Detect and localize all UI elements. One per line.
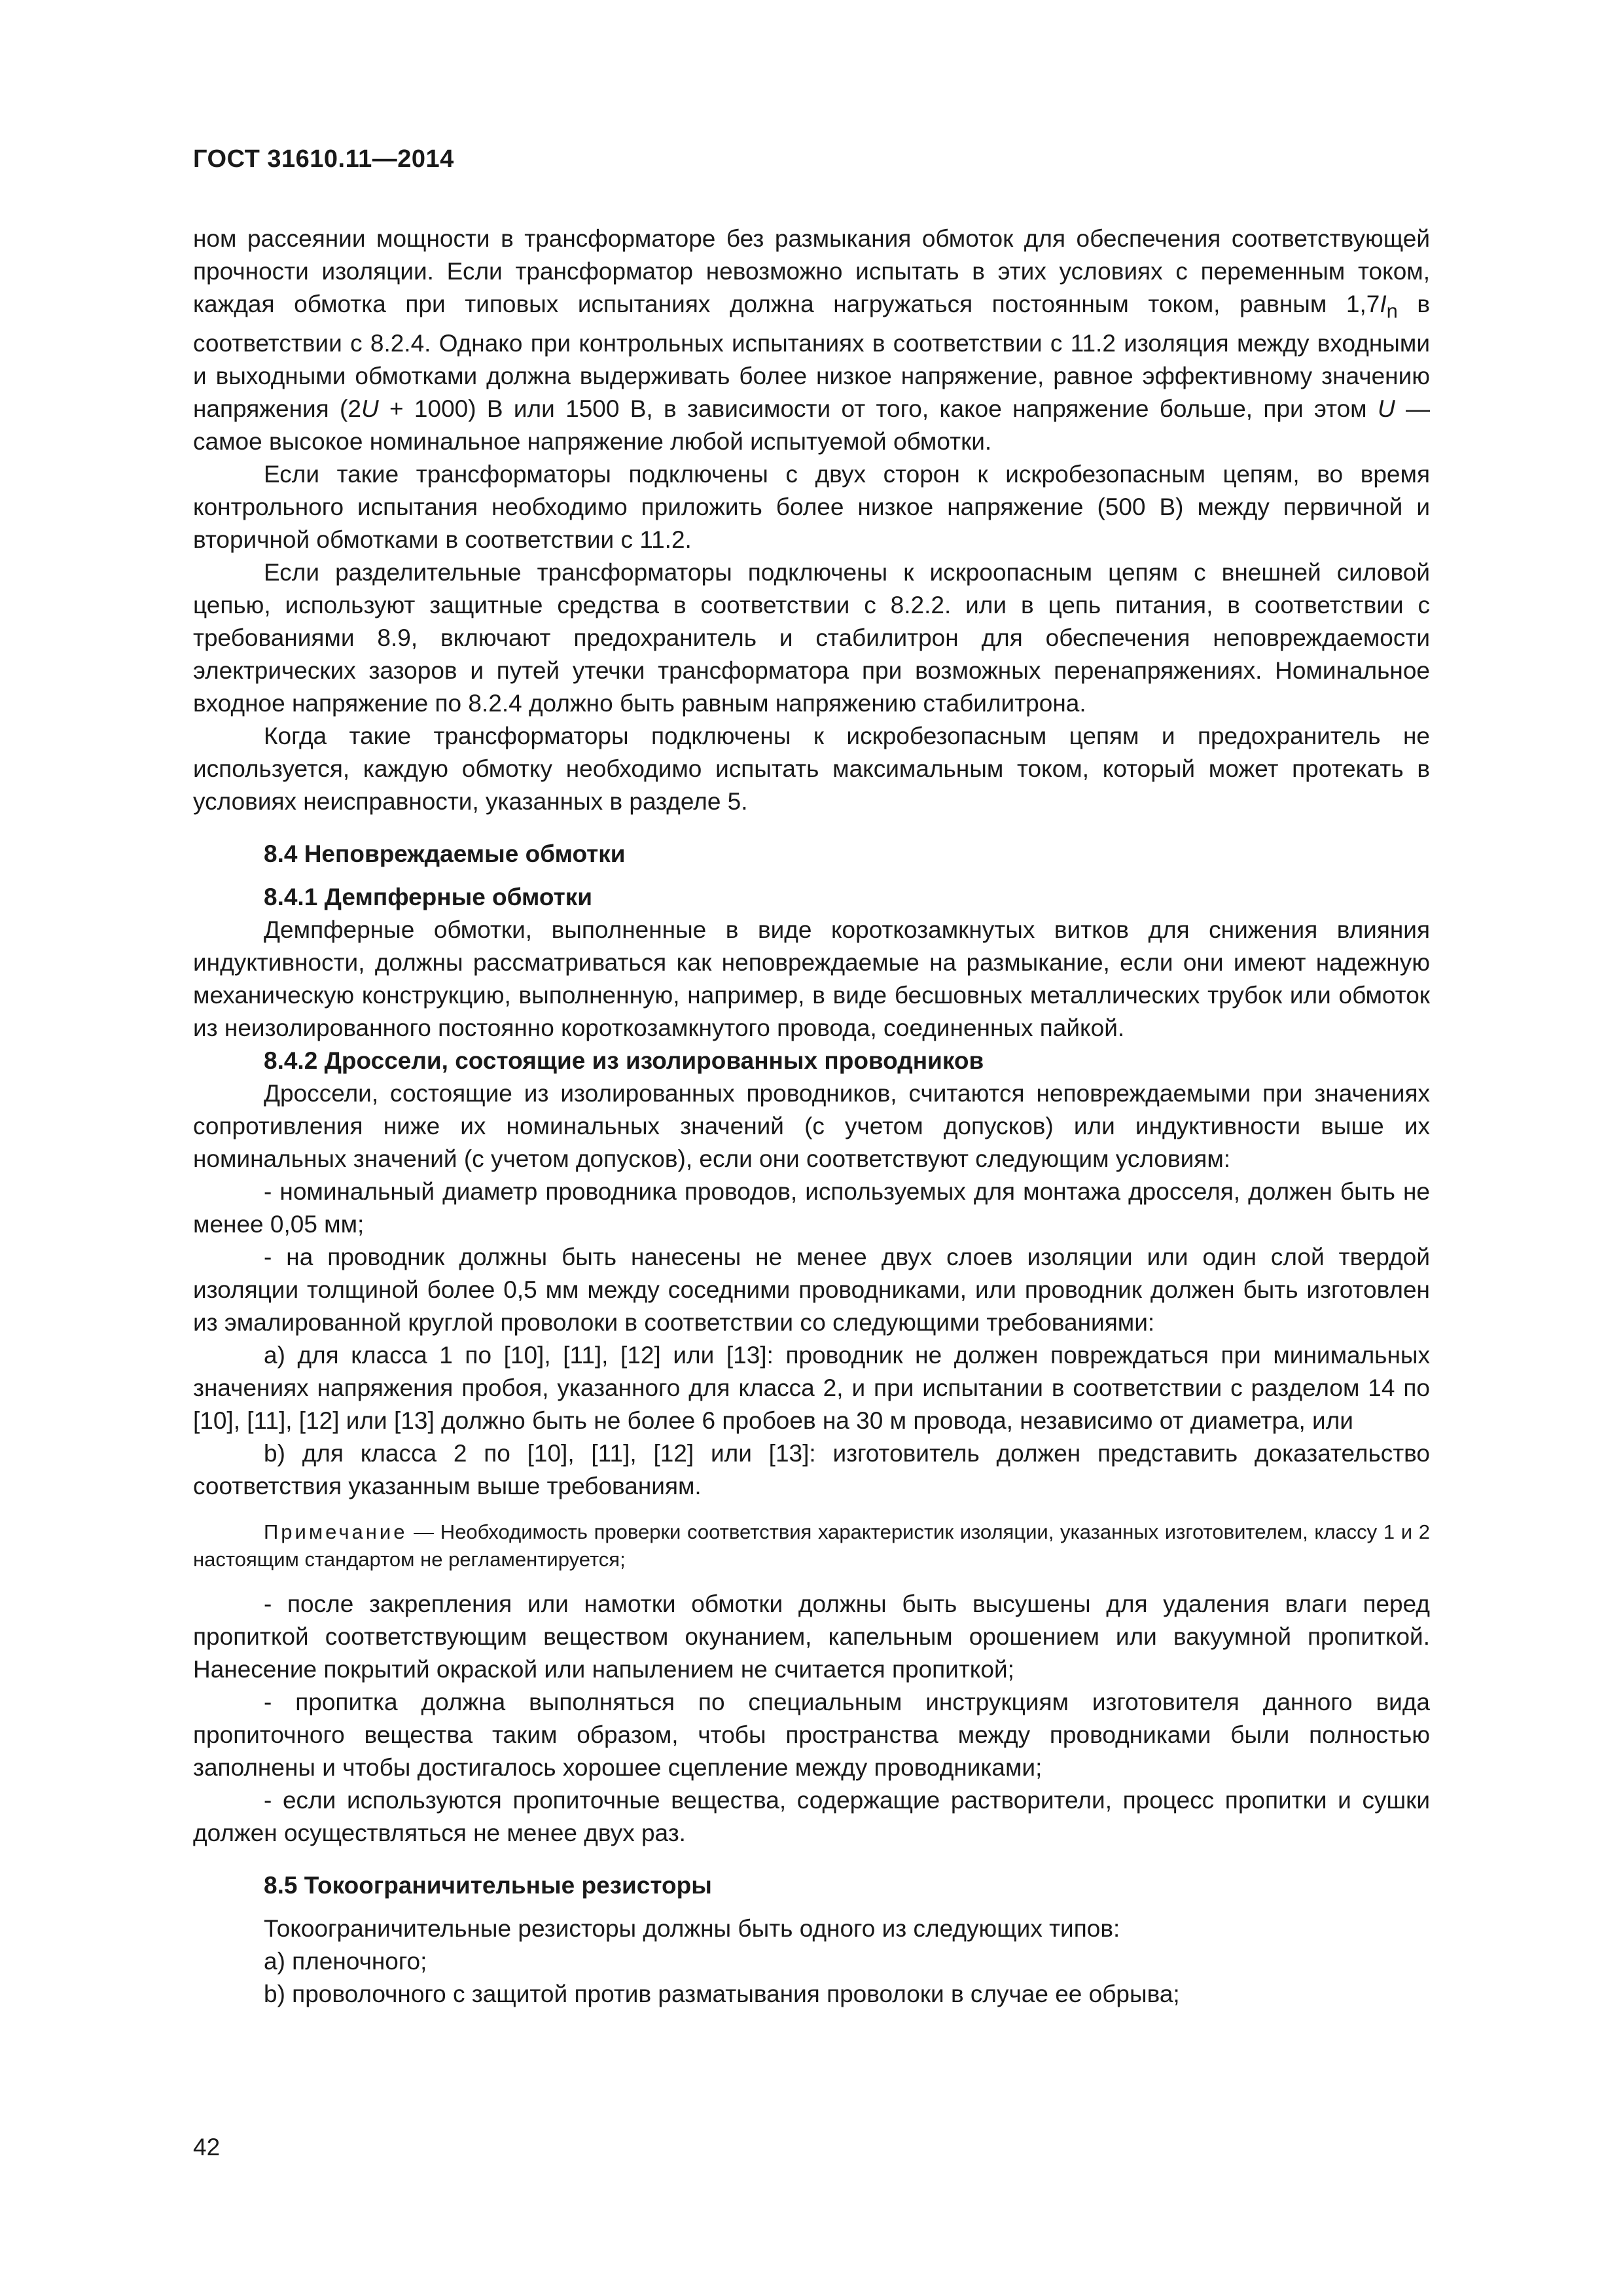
- list-item: - после закрепления или намотки обмотки должны быть высушены для удаления влаги перед пропиткой соответствующим веществом окунанием, капельным орошением или вакуумной пропиткой. Нанесение покрытий окраской или напылением не считается пропиткой;: [193, 1590, 1430, 1683]
- list-item: - если используются пропиточные вещества, содержащие растворители, процесс пропитки и сушки должен осуществляться не менее двух раз.: [193, 1787, 1430, 1847]
- list-item: а) пленочного;: [264, 1948, 427, 1975]
- list-item: - пропитка должна выполняться по специальным инструкциям изготовителя данного вида пропиточного вещества таким образом, чтобы пространства между проводниками были полностью заполнены и чтобы достигалось хорошее сцепление между проводниками;: [193, 1689, 1430, 1782]
- page-number: 42: [193, 2134, 221, 2161]
- note: [193, 1518, 1430, 1573]
- paragraph-continuation: ном рассеянии мощности в трансформаторе без размыкания обмоток для обеспечения соответствующей прочности изоляции. Если трансформатор невозможно испытать в этих условиях с переменным током, каждая обмотка при типовых испытаниях должна нагружаться постоянным током, равным $1,7I_n$ в соответствии с 8.2.4. Однако при контрольных испытаниях в соответствии с 11.2 изоляция между входными и выходными обмотками должна выдерживать более низкое напряжение, равное эффективному значению напряжения (2U + 1000) В или 1500 В, в зависимости от того, какое напряжение больше, при этом U — самое высокое номинальное напряжение любой испытуемой обмотки.: [193, 225, 1431, 456]
- section-heading-8-4-1: 8.4.1 Демпферные обмотки: [264, 884, 592, 911]
- section-heading-8-4-2: 8.4.2 Дроссели, состоящие из изолированных проводников: [264, 1047, 984, 1075]
- list-item: b) проволочного с защитой против разматывания проволоки в случае ее обрыва;: [264, 1981, 1180, 2008]
- document-header: ГОСТ 31610.11—2014: [193, 145, 454, 173]
- list-item: - номинальный диаметр проводника проводов, используемых для монтажа дросселя, должен быть не менее 0,05 мм;: [193, 1178, 1430, 1238]
- note-label: Примечание: [264, 1520, 408, 1544]
- paragraph: Демпферные обмотки, выполненные в виде короткозамкнутых витков для снижения влияния индуктивности, должны рассматриваться как неповреждаемые на размыкание, если они имеют надежную механическую конструкцию, выполненную, например, в виде бесшовных металлических трубок или обмоток из неизолированного постоянно короткозамкнутого провода, соединенных пайкой.: [193, 916, 1430, 1042]
- paragraph: Если такие трансформаторы подключены с двух сторон к искробезопасным цепям, во время контрольного испытания необходимо приложить более низкое напряжение (500 В) между первичной и вторичной обмотками в соответствии с 11.2.: [193, 461, 1430, 554]
- list-item: b) для класса 2 по [10], [11], [12] или [13]: изготовитель должен представить доказательство соответствия указанным выше требованиям.: [193, 1440, 1430, 1500]
- paragraph: Токоограничительные резисторы должны быть одного из следующих типов:: [264, 1915, 1120, 1943]
- list-item: - на проводник должны быть нанесены не менее двух слоев изоляции или один слой твердой изоляции толщиной более 0,5 мм между соседними проводниками, или проводник должен быть изготовлен из эмалированной круглой проволоки в соответствии со следующими требованиями:: [193, 1244, 1430, 1336]
- list-item: а) для класса 1 по [10], [11], [12] или [13]: проводник не должен повреждаться при минимальных значениях напряжения пробоя, указанного для класса 2, и при испытании в соответствии с разделом 14 по [10], [11], [12] или [13] должно быть не более 6 пробоев на 30 м провода, независимо от диаметра, или: [193, 1342, 1430, 1435]
- section-heading-8-5: 8.5 Токоограничительные резисторы: [264, 1872, 712, 1899]
- paragraph: Если разделительные трансформаторы подключены к искроопасным цепям с внешней силовой цепью, используют защитные средства в соответствии с 8.2.2. или в цепь питания, в соответствии с требованиями 8.9, включают предохранитель и стабилитрон для обеспечения неповреждаемости электрических зазоров и путей утечки трансформатора при возможных перенапряжениях. Номинальное входное напряжение по 8.2.4 должно быть равным напряжению стабилитрона.: [193, 559, 1430, 717]
- paragraph: Когда такие трансформаторы подключены к искробезопасным цепям и предохранитель не используется, каждую обмотку необходимо испытать максимальным током, который может протекать в условиях неисправности, указанных в разделе 5.: [193, 723, 1430, 816]
- note-text: — Необходимость проверки соответствия характеристик изоляции, указанных изготовителем, классу 1 и 2 настоящим стандартом не регламентируется;: [193, 1520, 1430, 1571]
- section-heading-8-4: 8.4 Неповреждаемые обмотки: [264, 840, 626, 868]
- paragraph: Дроссели, состоящие из изолированных проводников, считаются неповреждаемыми при значениях сопротивления ниже их номинальных значений (с учетом допусков) или индуктивности выше их номинальных значений (с учетом допусков), если они соответствуют следующим условиям:: [193, 1080, 1430, 1173]
- page-content: [193, 223, 1430, 2011]
